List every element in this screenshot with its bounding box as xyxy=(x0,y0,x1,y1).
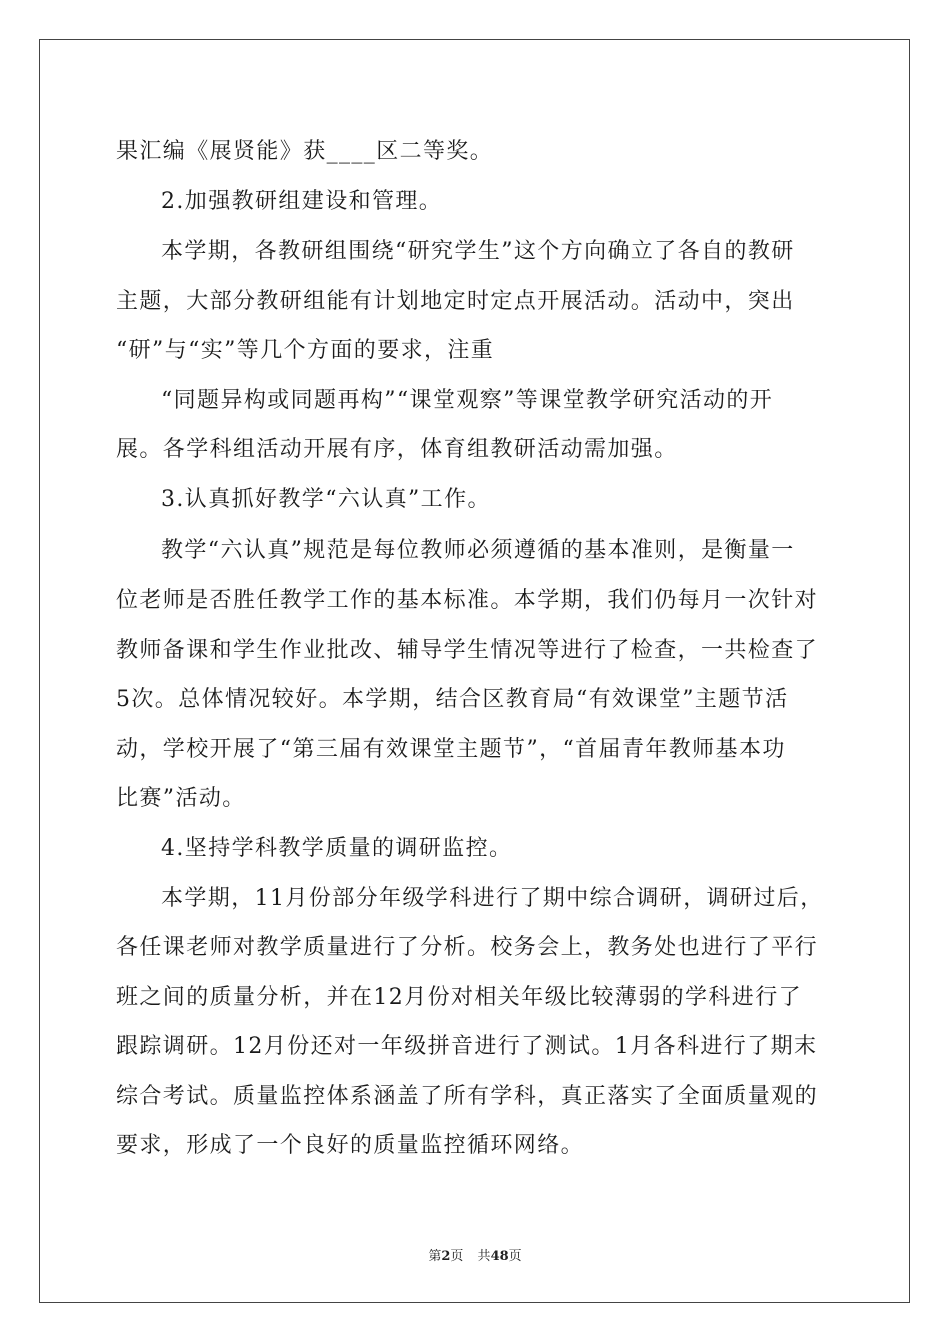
section-heading: 3.认真抓好教学“六认真”工作。 xyxy=(161,487,491,512)
text-line: “同题异构或同题再构”“课堂观察”等课堂教学研究活动的开 xyxy=(161,388,774,413)
total-pages-indicator: 共48页 xyxy=(477,1249,522,1264)
text-line: 位老师是否胜任教学工作的基本标准。本学期，我们仍每月一次针对 xyxy=(116,588,819,613)
text-line: 果汇编《展贤能》获____区二等奖。 xyxy=(116,139,494,164)
text-line: 5次。总体情况较好。本学期，结合区教育局“有效课堂”主题节活 xyxy=(116,687,789,712)
page-number: 2 xyxy=(441,1249,451,1264)
text-line: “研”与“实”等几个方面的要求，注重 xyxy=(116,338,495,363)
page-footer xyxy=(0,1245,950,1264)
text-line: 动，学校开展了“第三届有效课堂主题节”，“首届青年教师基本功 xyxy=(116,737,786,762)
text-line: 综合考试。质量监控体系涵盖了所有学科，真正落实了全面质量观的 xyxy=(116,1084,819,1109)
section-heading: 4.坚持学科教学质量的调研监控。 xyxy=(161,836,513,861)
total-pages: 48 xyxy=(490,1249,509,1264)
text-line: 各任课老师对教学质量进行了分析。校务会上，教务处也进行了平行 xyxy=(116,935,819,960)
text-line: 比赛”活动。 xyxy=(116,786,246,811)
text-line: 主题，大部分教研组能有计划地定时定点开展活动。活动中，突出 xyxy=(116,289,795,314)
text-line: 教学“六认真”规范是每位教师必须遵循的基本准则，是衡量一 xyxy=(161,538,795,563)
text-line: 班之间的质量分析，并在12月份对相关年级比较薄弱的学科进行了 xyxy=(116,985,802,1010)
text-line: 教师备课和学生作业批改、辅导学生情况等进行了检查，一共检查了 xyxy=(116,638,819,663)
text-line: 展。各学科组活动开展有序，体育组教研活动需加强。 xyxy=(116,437,678,462)
section-heading: 2.加强教研组建设和管理。 xyxy=(161,189,443,214)
page-indicator: 第2页 xyxy=(428,1249,464,1264)
text-line: 跟踪调研。12月份还对一年级拼音进行了测试。1月各科进行了期末 xyxy=(116,1034,818,1059)
text-line: 本学期，11月份部分年级学科进行了期中综合调研，调研过后， xyxy=(161,886,824,911)
text-line: 本学期，各教研组围绕“研究学生”这个方向确立了各自的教研 xyxy=(161,239,795,264)
page-border xyxy=(39,39,910,1303)
text-line: 要求，形成了一个良好的质量监控循环网络。 xyxy=(116,1133,585,1158)
